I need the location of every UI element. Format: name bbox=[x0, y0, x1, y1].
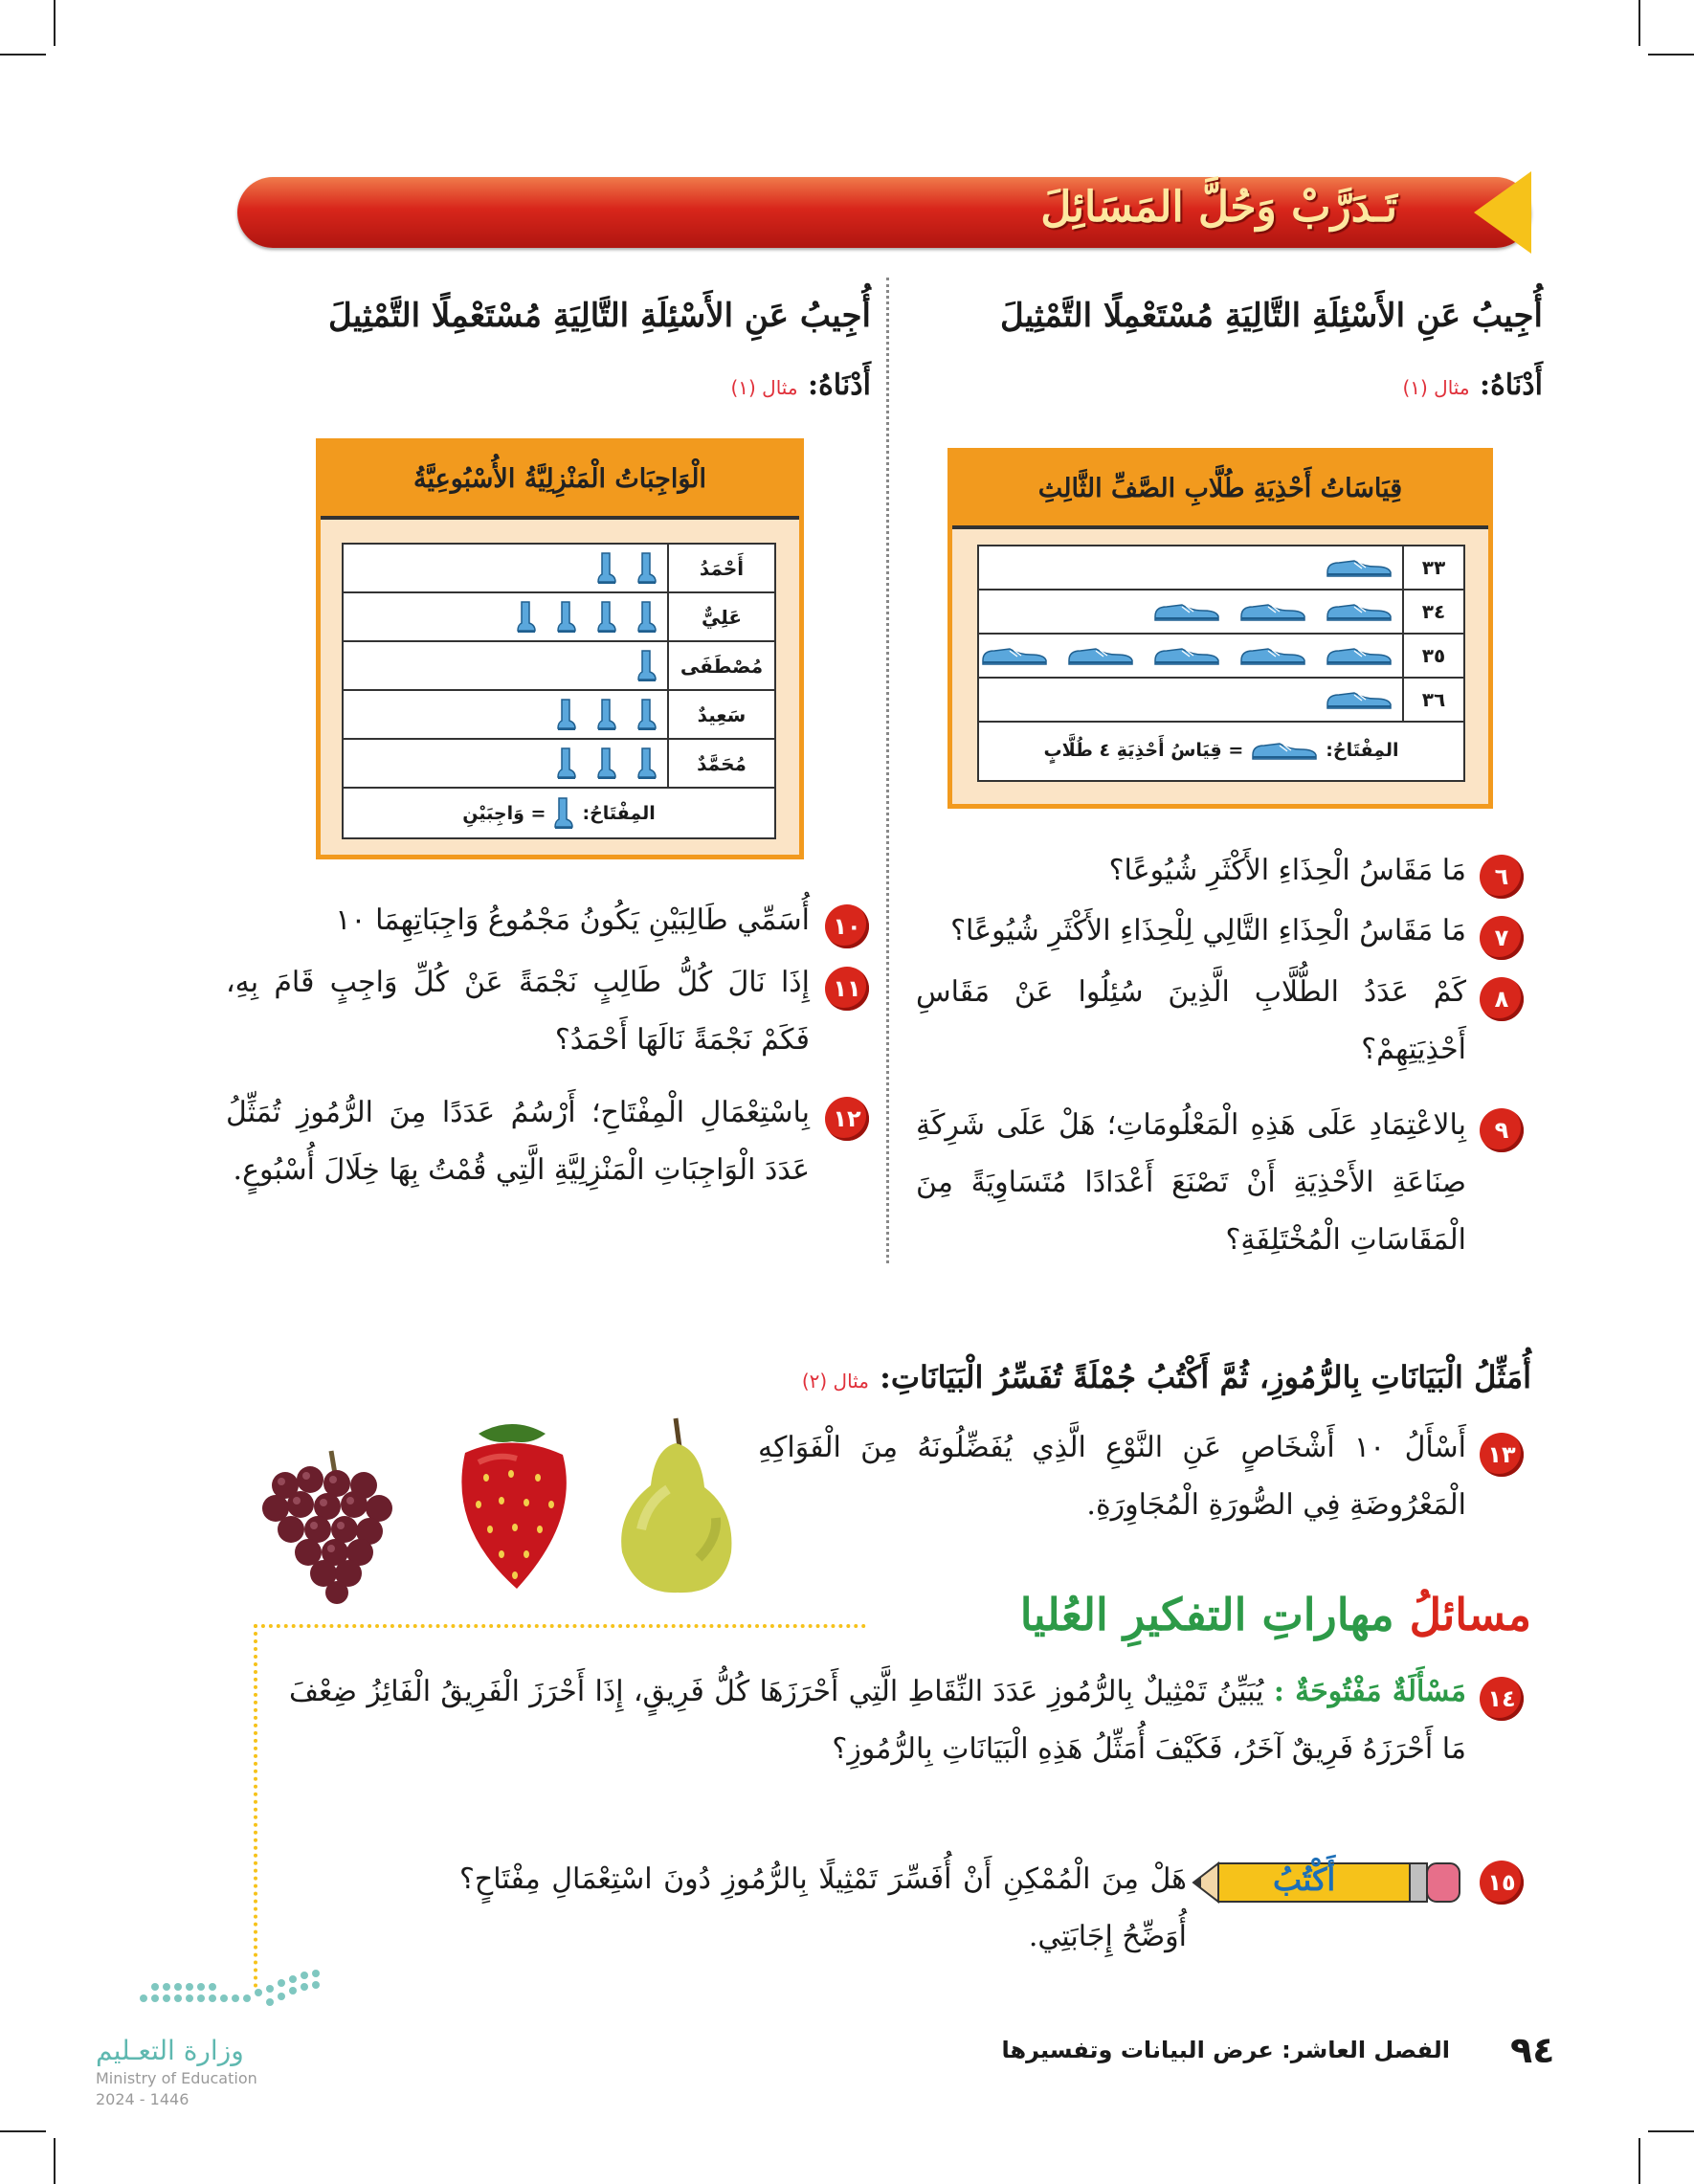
question-9: بِالاعْتِمَادِ عَلَى هَذِهِ الْمَعْلُومَاتِ؛ هَلْ عَلَى شَرِكَةِ صِنَاعَةِ الأَحْذِيَةِ أَنْ تَصْنَعَ أَعْدَادًا مُتَسَاوِيَةً مِنَ الْمَقَاسَاتِ الْمُخْتَلِفَةِ؟ bbox=[916, 1108, 1466, 1257]
column-divider bbox=[886, 278, 889, 1263]
boot-icon bbox=[556, 600, 577, 635]
hots-title-green: مهاراتِ التفكيرِ العُليا bbox=[1019, 1589, 1394, 1640]
pictograph-grid bbox=[342, 543, 776, 839]
question-14-text: يُبَيِّنُ تَمْثِيلٌ بِالرُّمُوزِ عَدَدَ النِّقَاطِ الَّتِي أَحْرَزَهَا كُلُّ فَرِيقٍ، إِذَا أَحْرَزَ الْفَرِيقُ الْفَائِزُ ضِعْفَ مَا أَحْرَزَهُ فَرِيقٌ آخَرُ، فَكَيْفَ أُمَثِّلُ هَذِهِ الْبَيَانَاتِ بِالرُّمُوزِ؟ bbox=[289, 1675, 1466, 1766]
pictograph-row bbox=[979, 546, 1463, 591]
question-13: أَسْأَلُ ١٠ أَشْخَاصٍ عَنِ النَّوْعِ الَّذِي يُفَضِّلُونَهُ مِنَ الْفَوَاكِهِ الْمَعْرُوضَةِ فِي الصُّورَةِ الْمُجَاوِرَةِ. bbox=[758, 1431, 1466, 1522]
hots-title bbox=[1020, 1589, 1531, 1640]
boot-icon bbox=[516, 600, 537, 635]
row-label: أَحْمَدُ bbox=[667, 545, 774, 591]
row-label: مُحَمَّدٌ bbox=[667, 740, 774, 787]
example-ref: مثال (٢) bbox=[801, 1370, 869, 1393]
pictograph-row bbox=[979, 635, 1463, 679]
hots-border bbox=[254, 1624, 866, 1628]
key-text: = قِيَاسُ أَحْذِيَةِ ٤ طُلَّابٍ bbox=[1043, 740, 1244, 761]
example-ref: مثال (١) bbox=[1402, 376, 1470, 399]
pictograph-row bbox=[979, 591, 1463, 635]
right-heading: أُجِيبُ عَنِ الأَسْئِلَةِ التَّالِيَةِ مُسْتَعْمِلًا التَّمْثِيلَ bbox=[1000, 297, 1543, 335]
pictograph-row bbox=[344, 642, 774, 691]
row-label: ٣٦ bbox=[1402, 679, 1463, 721]
shoe-icon bbox=[1067, 645, 1134, 666]
homework-pictograph bbox=[316, 438, 804, 859]
shoe-icon bbox=[1153, 601, 1220, 622]
banner-title: تَـدَرَّبْ وَحُلَّ المَسَائِلَ bbox=[1040, 183, 1397, 232]
page-number: ٩٤ bbox=[1510, 2029, 1555, 2071]
row-icons bbox=[1153, 591, 1393, 633]
row-icons bbox=[1326, 679, 1393, 721]
boot-icon bbox=[596, 747, 617, 781]
question-6: مَا مَقَاسُ الْحِذَاءِ الأَكْثَرِ شُيُوعًا؟ bbox=[1108, 854, 1466, 887]
row-label: ٣٥ bbox=[1402, 635, 1463, 677]
pictograph-row bbox=[344, 545, 774, 593]
pictograph-key bbox=[344, 789, 774, 837]
question-number: ١٢ bbox=[825, 1097, 869, 1141]
boot-icon bbox=[636, 551, 658, 586]
shoe-icon bbox=[1239, 601, 1306, 622]
pictograph-key bbox=[979, 723, 1463, 778]
example-ref: مثال (١) bbox=[730, 376, 798, 399]
row-icons bbox=[556, 691, 658, 738]
open-problem-label: مَسْأَلَةٌ مَفْتُوحَةٌ : bbox=[1273, 1675, 1466, 1708]
question-12: بِاسْتِعْمَالِ الْمِفْتَاحِ؛ أَرْسُمُ عَدَدًا مِنَ الرُّمُوزِ تُمَثِّلُ عَدَدَ الْوَاجِبَاتِ الْمَنْزِلِيَّةِ الَّتِي قُمْتُ بِهَا خِلَالَ أُسْبُوعٍ. bbox=[226, 1096, 810, 1187]
edition-year: 2024 - 1446 bbox=[96, 2090, 189, 2108]
row-label: سَعِيدٌ bbox=[667, 691, 774, 738]
pear-image bbox=[613, 1415, 737, 1596]
boot-icon bbox=[556, 698, 577, 732]
row-icons bbox=[556, 740, 658, 787]
question-number: ١٤ bbox=[1480, 1677, 1524, 1721]
shoe-icon bbox=[1239, 645, 1306, 666]
left-heading: أُجِيبُ عَنِ الأَسْئِلَةِ التَّالِيَةِ مُسْتَعْمِلًا التَّمْثِيلَ bbox=[328, 297, 871, 335]
question-number: ١٠ bbox=[825, 904, 869, 948]
shoe-icon bbox=[1326, 601, 1393, 622]
question-number: ٦ bbox=[1480, 855, 1524, 899]
pictograph-row bbox=[344, 691, 774, 740]
shoe-icon bbox=[1326, 689, 1393, 710]
pictograph-row bbox=[344, 593, 774, 642]
question-10: أُسَمِّي طَالِبَيْنِ يَكُونُ مَجْمُوعُ وَاجِبَاتِهِمَا ١٠ bbox=[335, 903, 810, 937]
row-icons bbox=[636, 642, 658, 689]
strawberry-image bbox=[440, 1415, 584, 1593]
row-icons bbox=[1326, 546, 1393, 589]
row-label: ٣٣ bbox=[1402, 546, 1463, 589]
pictograph-title: الْوَاجِبَاتُ الْمَنْزِلِيَّةُ الأُسْبُوعِيَّةُ bbox=[321, 443, 799, 520]
chapter-title: عرض البيانات وتفسيرها bbox=[1001, 2037, 1274, 2063]
key-label: المِفْتَاحُ: bbox=[582, 802, 656, 824]
key-label: المِفْتَاحُ: bbox=[1326, 740, 1399, 761]
hots-border bbox=[254, 1624, 257, 1988]
arrow-icon bbox=[1474, 171, 1531, 254]
section-banner bbox=[237, 177, 1531, 248]
question-8: كَمْ عَدَدُ الطُّلَّابِ الَّذِينَ سُئِلُوا عَنْ مَقَاسِ أَحْذِيَتِهِمْ؟ bbox=[916, 975, 1466, 1066]
shoe-icon bbox=[981, 645, 1048, 666]
boot-icon bbox=[596, 698, 617, 732]
row-icons bbox=[516, 593, 658, 640]
question-15: هَلْ مِنَ الْمُمْكِنِ أَنْ أُفَسِّرَ تَمْثِيلًا بِالرُّمُوزِ دُونَ اسْتِعْمَالِ مِفْتَاحٍ؟ أُوَضِّحُ إِجَابَتِي. bbox=[459, 1862, 1187, 1953]
right-subheading bbox=[1402, 368, 1543, 402]
boot-icon bbox=[556, 747, 577, 781]
boot-icon bbox=[596, 600, 617, 635]
pictograph-title: قِيَاسَاتُ أَحْذِيَةِ طُلَّابِ الصَّفِّ الثَّالِثِ bbox=[952, 453, 1488, 529]
question-number: ٧ bbox=[1480, 916, 1524, 960]
write-label: أَكْتُبُ bbox=[1273, 1861, 1336, 1898]
row-icons bbox=[981, 635, 1393, 677]
ministry-emblem-icon bbox=[134, 1960, 383, 2017]
shoe-icon bbox=[1153, 645, 1220, 666]
question-11: إِذَا نَالَ كُلُّ طَالِبٍ نَجْمَةً عَنْ كُلِّ وَاجِبٍ قَامَ بِهِ، فَكَمْ نَجْمَةً نَالَهَا أَحْمَدُ؟ bbox=[226, 966, 810, 1057]
pictograph-row bbox=[979, 679, 1463, 723]
boot-icon bbox=[636, 747, 658, 781]
shoe-icon bbox=[1326, 557, 1393, 578]
question-14 bbox=[289, 1663, 1466, 1778]
row-label: عَلِيٌّ bbox=[667, 593, 774, 640]
key-text: = وَاجِبَيْنِ bbox=[462, 802, 546, 824]
question-number: ٨ bbox=[1480, 977, 1524, 1021]
chapter-info bbox=[1001, 2037, 1450, 2063]
section2-heading-text: أُمَثِّلُ الْبَيَانَاتِ بِالرُّمُوزِ، ثُمَّ أَكْتُبُ جُمْلَةً تُفَسِّرُ الْبَيَانَاتِ: bbox=[880, 1359, 1531, 1395]
boot-icon bbox=[636, 600, 658, 635]
right-subheading-text: أَدْنَاهُ: bbox=[1480, 368, 1543, 402]
question-number: ١٣ bbox=[1480, 1433, 1524, 1477]
grapes-image bbox=[256, 1445, 402, 1606]
shoe-size-pictograph bbox=[947, 448, 1493, 809]
boot-icon bbox=[553, 796, 574, 831]
section2-heading bbox=[802, 1359, 1531, 1395]
question-7: مَا مَقَاسُ الْحِذَاءِ التَّالِي لِلْحِذَاءِ الأَكْثَرِ شُيُوعًا؟ bbox=[950, 914, 1466, 947]
row-icons bbox=[596, 545, 658, 591]
left-subheading bbox=[730, 368, 871, 402]
ministry-name-ar: وزارة التعـليم bbox=[96, 2035, 244, 2066]
chapter-number: الفصل العاشر: bbox=[1282, 2037, 1450, 2063]
ministry-logo bbox=[96, 1960, 345, 2142]
pictograph-grid bbox=[977, 545, 1465, 782]
left-subheading-text: أَدْنَاهُ: bbox=[808, 368, 871, 402]
boot-icon bbox=[596, 551, 617, 586]
question-number: ١١ bbox=[825, 967, 869, 1011]
row-label: ٣٤ bbox=[1402, 591, 1463, 633]
shoe-icon bbox=[1251, 740, 1318, 761]
hots-title-red: مسائلُ bbox=[1409, 1589, 1531, 1640]
pictograph-row bbox=[344, 740, 774, 789]
boot-icon bbox=[636, 649, 658, 683]
boot-icon bbox=[636, 698, 658, 732]
question-number: ١٥ bbox=[1480, 1861, 1524, 1905]
row-label: مُصْطَفَى bbox=[667, 642, 774, 689]
shoe-icon bbox=[1326, 645, 1393, 666]
question-number: ٩ bbox=[1480, 1108, 1524, 1152]
ministry-name-en: Ministry of Education bbox=[96, 2069, 257, 2087]
